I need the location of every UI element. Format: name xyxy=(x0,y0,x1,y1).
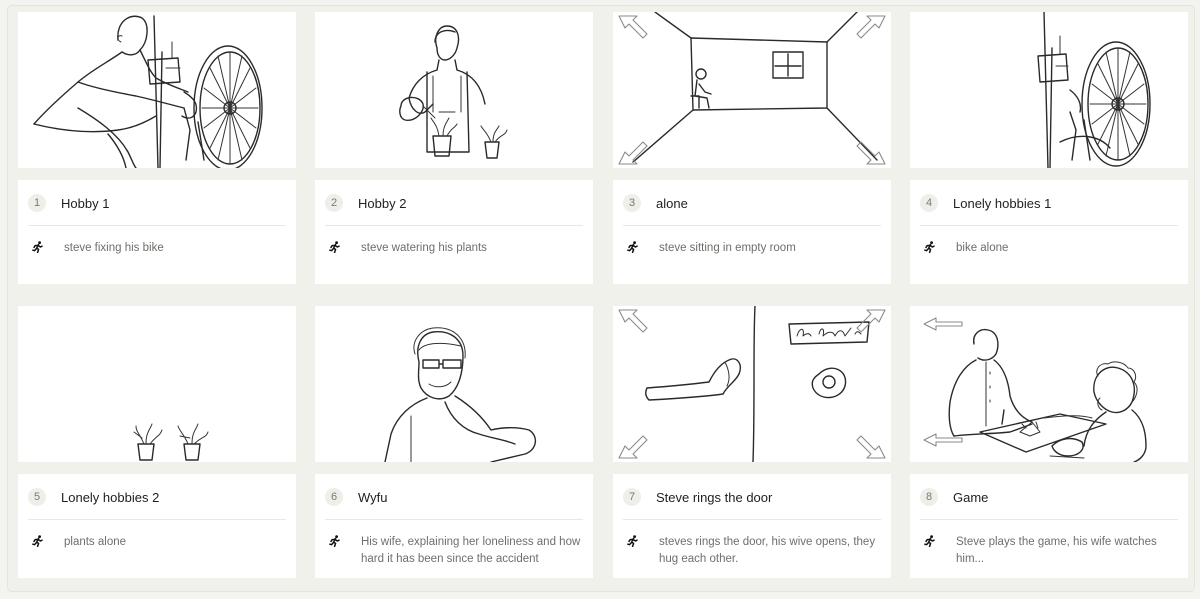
panel-card xyxy=(315,180,593,284)
running-figure-icon xyxy=(329,241,341,253)
divider xyxy=(325,225,583,226)
running-figure-icon xyxy=(924,241,936,253)
running-figure-icon xyxy=(627,535,639,547)
running-figure-icon xyxy=(329,535,341,547)
panel-card xyxy=(910,474,1188,578)
panel-title[interactable]: Steve rings the door xyxy=(656,490,773,505)
running-figure-icon xyxy=(627,241,639,253)
panel-number-badge: 4 xyxy=(920,194,938,212)
panel-description[interactable]: steve watering his plants xyxy=(361,242,487,254)
panel-card xyxy=(910,180,1188,284)
divider xyxy=(28,519,286,520)
panel-title[interactable]: alone xyxy=(656,196,688,211)
divider xyxy=(28,225,286,226)
panel-card xyxy=(613,474,891,578)
panel-description[interactable]: Steve plays the game, his wife watches him... xyxy=(956,536,1157,565)
wife-portrait-sketch xyxy=(315,306,593,462)
panel-number-badge: 3 xyxy=(623,194,641,212)
divider xyxy=(325,519,583,520)
panel-card xyxy=(315,474,593,578)
man-fixing-bike-sketch xyxy=(18,12,296,168)
man-in-empty-room-sketch xyxy=(613,12,891,168)
panel-number-badge: 1 xyxy=(28,194,46,212)
panel-card xyxy=(18,180,296,284)
running-figure-icon xyxy=(924,535,936,547)
panel-description[interactable]: plants alone xyxy=(64,536,127,548)
panel-number-badge: 6 xyxy=(325,488,343,506)
divider xyxy=(920,225,1178,226)
panel-number-badge: 8 xyxy=(920,488,938,506)
panel-card xyxy=(613,180,891,284)
panel-title[interactable]: Hobby 2 xyxy=(358,196,407,211)
panel-number-badge: 5 xyxy=(28,488,46,506)
panel-description[interactable]: His wife, explaining her loneliness and how hard it has been since the accident xyxy=(361,536,581,565)
playing-game-sketch xyxy=(910,306,1188,462)
doorbell-sketch xyxy=(613,306,891,462)
panel-card xyxy=(18,474,296,578)
running-figure-icon xyxy=(32,535,44,547)
panel-number-badge: 7 xyxy=(623,488,641,506)
panel-description[interactable]: steve fixing his bike xyxy=(64,242,164,254)
bike-alone-sketch xyxy=(910,12,1188,168)
panel-description[interactable]: steves rings the door, his wive opens, they hug each other. xyxy=(659,536,876,565)
panel-title[interactable]: Hobby 1 xyxy=(61,196,110,211)
panel-description[interactable]: steve sitting in empty room xyxy=(659,242,796,254)
panel-title[interactable]: Game xyxy=(953,490,989,505)
plants-alone-sketch xyxy=(18,306,296,462)
divider xyxy=(623,225,881,226)
panel-title[interactable]: Lonely hobbies 1 xyxy=(953,196,1052,211)
running-figure-icon xyxy=(32,241,44,253)
panel-description[interactable]: bike alone xyxy=(956,242,1009,254)
divider xyxy=(920,519,1178,520)
divider xyxy=(623,519,881,520)
panel-number-badge: 2 xyxy=(325,194,343,212)
man-watering-plants-sketch xyxy=(315,12,593,168)
storyboard-grid xyxy=(8,6,1194,591)
panel-title[interactable]: Wyfu xyxy=(358,490,388,505)
panel-title[interactable]: Lonely hobbies 2 xyxy=(61,490,160,505)
